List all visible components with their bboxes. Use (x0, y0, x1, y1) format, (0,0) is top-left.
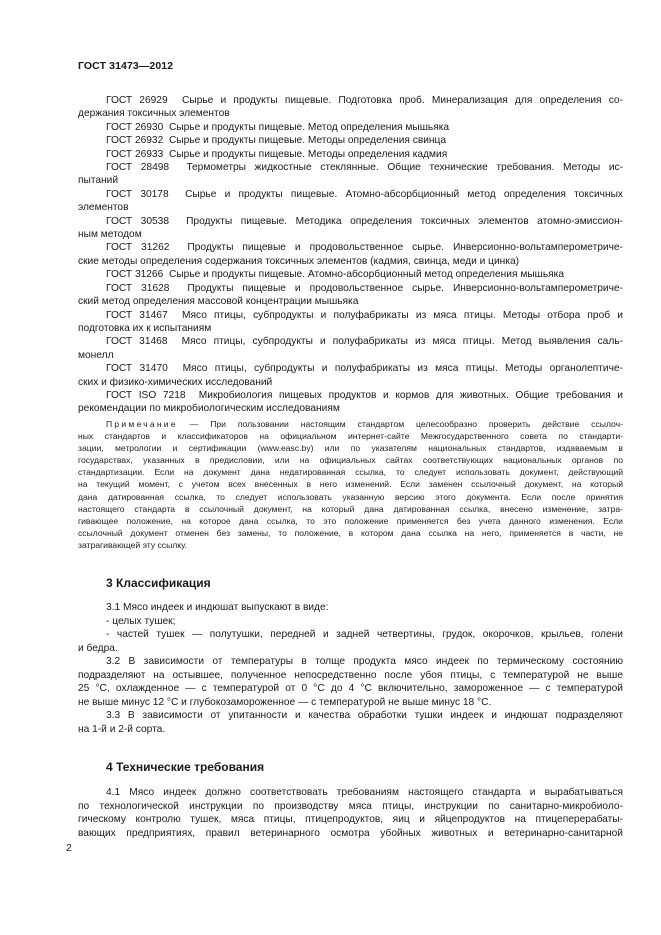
reference-item (78, 389, 623, 416)
reference-title: Мясо птицы, субпродукты и полуфабрикаты из мяса птицы. Метод выявления саль- (181, 336, 623, 348)
note-line: ных стандартов и классификаторов на официальном интернет-сайте Межгосударственного совета по стандарти- (78, 431, 623, 442)
reference-item (78, 268, 623, 281)
reference-code: ГОСТ 31470 (106, 363, 168, 375)
list-item: - целых тушек; (106, 615, 176, 627)
list-item-cont: и бедра. (78, 642, 118, 654)
reference-code: ГОСТ 31262 (106, 242, 170, 254)
paragraph-3-1: 3.1 Мясо индеек и индюшат выпускают в виде: (106, 602, 329, 613)
paragraph-3-2: 3.2 В зависимости от температуры в толще продукта мясо индеек по термическому состоянию (106, 656, 623, 667)
note-line: зации, метрологии и сертификации (www.easc.by) или по указателям национальных стандартов, издаваемым в (78, 443, 623, 454)
reference-title-cont: пытаний (78, 175, 119, 187)
reference-item (78, 161, 623, 188)
reference-title-cont: рекомендации по микробиологическим исследованиям (78, 403, 340, 415)
reference-item (78, 215, 623, 242)
reference-item (78, 188, 623, 215)
normative-references-list (78, 94, 623, 416)
reference-code: ГОСТ 31628 (106, 282, 170, 294)
note-line: ссылочный документ отменен без замены, то положение, в котором дана ссылка на него, применяется в части, не (78, 527, 623, 538)
reference-title-cont: ным методом (78, 229, 142, 241)
note-line: государствах, указанных в предисловии, или на официальных сайтах соответствующих национальных органов по (78, 455, 623, 466)
reference-code: ГОСТ 26929 (106, 95, 168, 106)
note-line: — При пользовании настоящим стандартом целесообразно проверить действие ссылоч- (177, 419, 623, 429)
reference-title: Продукты пищевые. Методика определения токсичных элементов атомно-эмиссион- (186, 215, 623, 227)
reference-code: ГОСТ ISO 7218 (106, 389, 186, 401)
note-line: гивающее положение, на которое дана ссылка, то это положение применяется без учета данного изменения. Если (78, 515, 623, 526)
paragraph-line: 25 °С, охлажденное — с температурой от 0 °С до 4 °С включительно, замороженное — с температурой (78, 683, 623, 694)
reference-title: Продукты пищевые и продовольственное сырье. Инверсионно-вольтамперометриче- (187, 282, 623, 294)
reference-title-cont: ский метод определения массовой концентрации мышьяка (78, 296, 359, 308)
reference-title: Мясо птицы, субпродукты и полуфабрикаты из мяса птицы. Методы органолептиче- (182, 363, 623, 375)
reference-item (78, 309, 623, 336)
paragraph-4-1: 4.1 Мясо индеек должно соответствовать требованиям настоящего стандарта и вырабатываться (106, 787, 623, 798)
paragraph-line: не выше минус 12 °С и глубокозамороженное — с температурой не выше минус 18 °С. (78, 696, 492, 708)
reference-title-cont: монелл (78, 349, 114, 361)
page-number: 2 (66, 842, 72, 854)
reference-title: Мясо птицы, субпродукты и полуфабрикаты из мяса птицы. Методы отбора проб и (181, 309, 623, 321)
reference-title: Продукты пищевые и продовольственное сырье. Инверсионно-вольтамперометриче- (187, 242, 623, 254)
paragraph-line: подразделяют на остывшее, полученное непосредственно после убоя птицы, с температурой не выше (78, 669, 623, 681)
note-line: настоящего стандарта в ссылочный документ, на который дана датированная ссылка, внесено изменение, затра- (78, 503, 623, 514)
reference-title: Сырье и продукты пищевые. Метод определения мышьяка (168, 121, 450, 133)
reference-title: Сырье и продукты пищевые. Атомно-абсорбционный метод определения мышьяка (168, 269, 565, 281)
reference-item (78, 241, 623, 268)
note-block (78, 418, 623, 551)
reference-title: Сырье и продукты пищевые. Методы определения свинца (168, 135, 447, 147)
paragraph-3-3: 3.3 В зависимости от упитанности и качества обработки тушки индеек и индюшат подразделяют (106, 710, 623, 721)
paragraph-line: гическому контролю тушек, мяса птицы, птицепродуктов, яиц и яйцепродуктов на птицеперерабаты- (78, 814, 623, 825)
paragraph-line: по технологической инструкции по производству мяса птицы, инструкции по санитарно-микробиоло- (78, 800, 623, 812)
reference-code: ГОСТ 26930 (106, 121, 164, 133)
section-4-title: 4 Технические требования (106, 760, 265, 774)
section-3-body (78, 601, 623, 736)
reference-title-cont: подготовка их к испытаниям (78, 322, 212, 334)
note-line: стандартизации. Если на документ дана недатированная ссылка, то следует использовать документ, действующий (78, 467, 623, 478)
paragraph-line: на 1-й и 2-й сорта. (78, 723, 166, 735)
reference-item (78, 362, 623, 389)
reference-code: ГОСТ 31467 (106, 309, 168, 321)
reference-title-cont: держания токсичных элементов (78, 108, 230, 120)
reference-code: ГОСТ 30538 (106, 215, 169, 227)
paragraph-line: вающих предприятиях, правил ветеринарного осмотра убойных животных и ветеринарно-санитарной (78, 827, 623, 839)
reference-code: ГОСТ 28498 (106, 162, 170, 174)
reference-title-cont: элементов (78, 202, 129, 214)
reference-title-cont: ских и физико-химических исследований (78, 376, 273, 388)
reference-code: ГОСТ 26933 (106, 148, 164, 160)
reference-title: Микробиология пищевых продуктов и кормов для животных. Общие требования и (198, 389, 623, 401)
reference-code: ГОСТ 31266 (106, 269, 164, 281)
reference-title: Термометры жидкостные стеклянные. Общие технические требования. Методы ис- (186, 162, 623, 174)
note-line: затрагивающей эту ссылку. (78, 539, 187, 550)
list-item: - частей тушек — полутушки, передней и задней четвертины, грудок, окорочков, крыльев, голени (106, 629, 623, 640)
reference-code: ГОСТ 31468 (106, 336, 168, 348)
section-3-title: 3 Классификация (106, 576, 211, 590)
reference-item (78, 121, 623, 134)
note-label: Примечание (106, 419, 178, 429)
reference-title: Сырье и продукты пищевые. Атомно-абсорбционный метод определения токсичных (185, 188, 623, 200)
reference-title: Сырье и продукты пищевые. Подготовка проб. Минерализация для определения со- (182, 95, 623, 106)
section-4-body (78, 786, 623, 840)
reference-title: Сырье и продукты пищевые. Методы определения кадмия (168, 148, 448, 160)
note-line: дана датированная ссылка, то следует использовать указанную версию этого документа. Если после принятия (78, 491, 623, 502)
reference-item (78, 282, 623, 309)
reference-code: ГОСТ 26932 (106, 135, 164, 147)
reference-item (78, 134, 623, 147)
reference-item (78, 94, 623, 121)
document-header: ГОСТ 31473—2012 (78, 60, 174, 72)
note-line: на текущий момент, с учетом всех внесенных в него изменений. Если заменен ссылочный документ, на который (78, 479, 623, 490)
reference-code: ГОСТ 30178 (106, 188, 169, 200)
reference-item (78, 335, 623, 362)
reference-item (78, 148, 623, 161)
reference-title-cont: ские методы определения содержания токсичных элементов (кадмия, свинца, меди и цинка) (78, 255, 520, 267)
